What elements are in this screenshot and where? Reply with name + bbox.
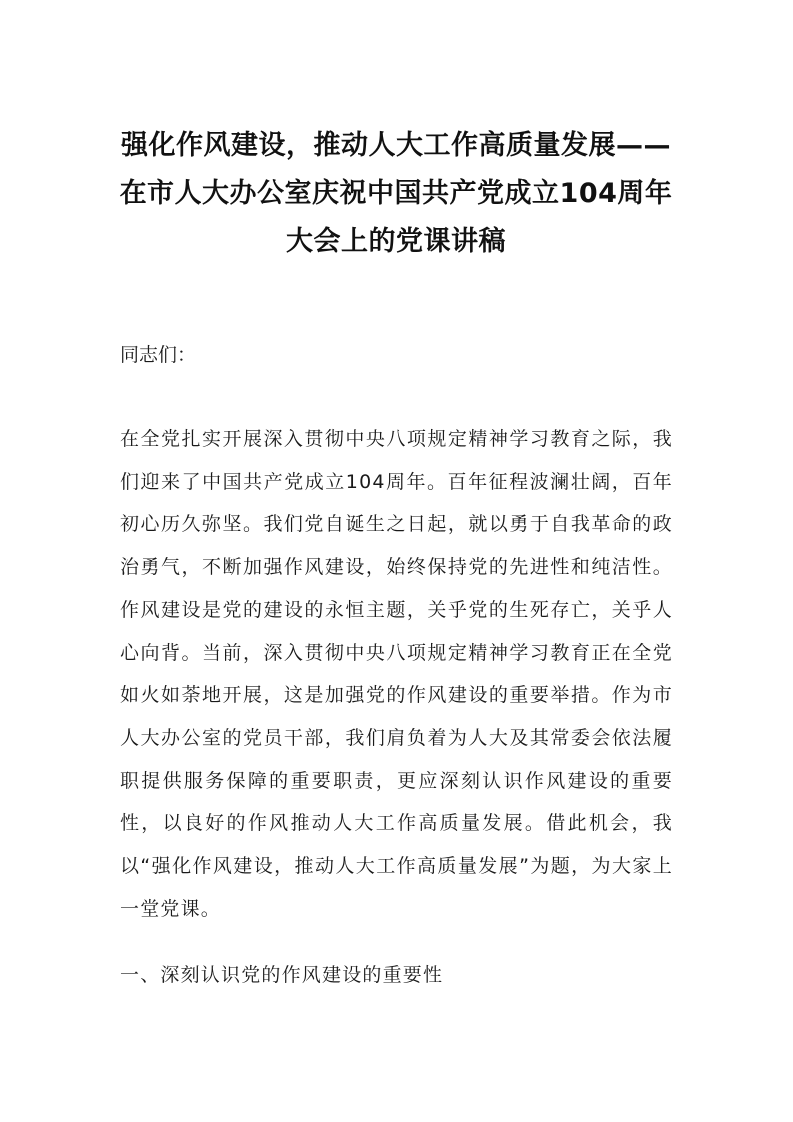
salutation: 同志们：	[120, 344, 197, 366]
document-title: 强化作风建设，推动人大工作高质量发展——在市人大办公室庆祝中国共产党成立104周年大会上的党课讲稿	[119, 130, 673, 257]
opening-paragraph: 在全党扎实开展深入贯彻中央八项规定精神学习教育之际，我们迎来了中国共产党成立104周年。百年征程波澜壮阔，百年初心历久弥坚。我们党自诞生之日起，就以勇于自我革命的政治勇气，不断加强作风建设，始终保持党的先进性和纯洁性。作风建设是党的建设的永恒主题，关乎党的生死存亡，关乎人心向背。当前，深入贯彻中央八项规定精神学习教育正在全党如火如荼地开展，这是加强党的作风建设的重要举措。作为市人大办公室的党员干部，我们肩负着为人大及其常委会依法履职提供服务保障的重要职责，更应深刻认识作风建设的重要性，以良好的作风推动人大工作高质量发展。借此机会，我以“强化作风建设，推动人大工作高质量发展”为题，为大家上一堂党课。	[120, 428, 673, 920]
section-heading-1: 一、深刻认识党的作风建设的重要性	[120, 964, 444, 986]
